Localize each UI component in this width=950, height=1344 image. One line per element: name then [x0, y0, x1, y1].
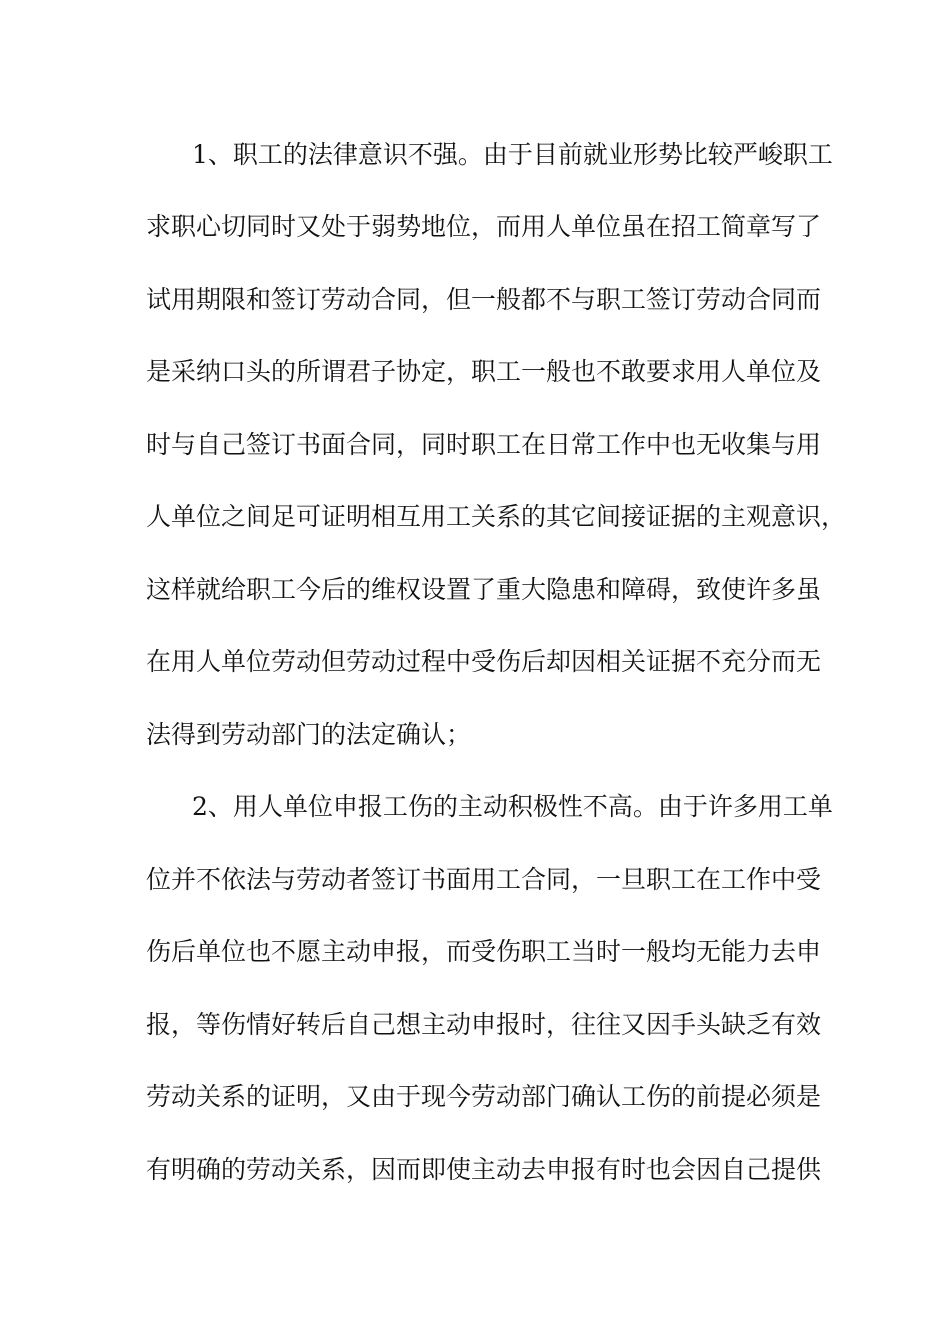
paragraph-1-line-5: 时与自己签订书面合同，同时职工在日常工作中也无收集与用: [146, 430, 822, 459]
paragraph-1-line-3: 试用期限和签订劳动合同，但一般都不与职工签订劳动合同而: [146, 285, 822, 314]
paragraph-2-line-2: 位并不依法与劳动者签订书面用工合同，一旦职工在工作中受: [146, 865, 822, 894]
paragraph-2-line-1: 2、用人单位申报工伤的主动积极性不高。由于许多用工单: [192, 792, 833, 821]
paragraph-1-line-7: 这样就给职工今后的维权设置了重大隐患和障碍，致使许多虽: [146, 575, 822, 604]
paragraph-1-line-6: 人单位之间足可证明相互用工关系的其它间接证据的主观意识，: [146, 502, 847, 531]
paragraph-2-line-3: 伤后单位也不愿主动申报，而受伤职工当时一般均无能力去申: [146, 937, 822, 966]
paragraph-1-line-8: 在用人单位劳动但劳动过程中受伤后却因相关证据不充分而无: [146, 647, 822, 676]
paragraph-1-line-2: 求职心切同时又处于弱势地位，而用人单位虽在招工简章写了: [146, 212, 822, 241]
paragraph-2-line-6: 有明确的劳动关系，因而即使主动去申报有时也会因自己提供: [146, 1155, 822, 1184]
paragraph-2-line-4: 报，等伤情好转后自己想主动申报时，往往又因手头缺乏有效: [146, 1010, 822, 1039]
paragraph-2-line-5: 劳动关系的证明，又由于现今劳动部门确认工伤的前提必须是: [146, 1082, 822, 1111]
paragraph-1-line-9: 法得到劳动部门的法定确认；: [146, 720, 472, 749]
paragraph-1-line-4: 是采纳口头的所谓君子协定，职工一般也不敢要求用人单位及: [146, 357, 822, 386]
paragraph-1-line-1: 1、职工的法律意识不强。由于目前就业形势比较严峻职工: [192, 140, 833, 169]
